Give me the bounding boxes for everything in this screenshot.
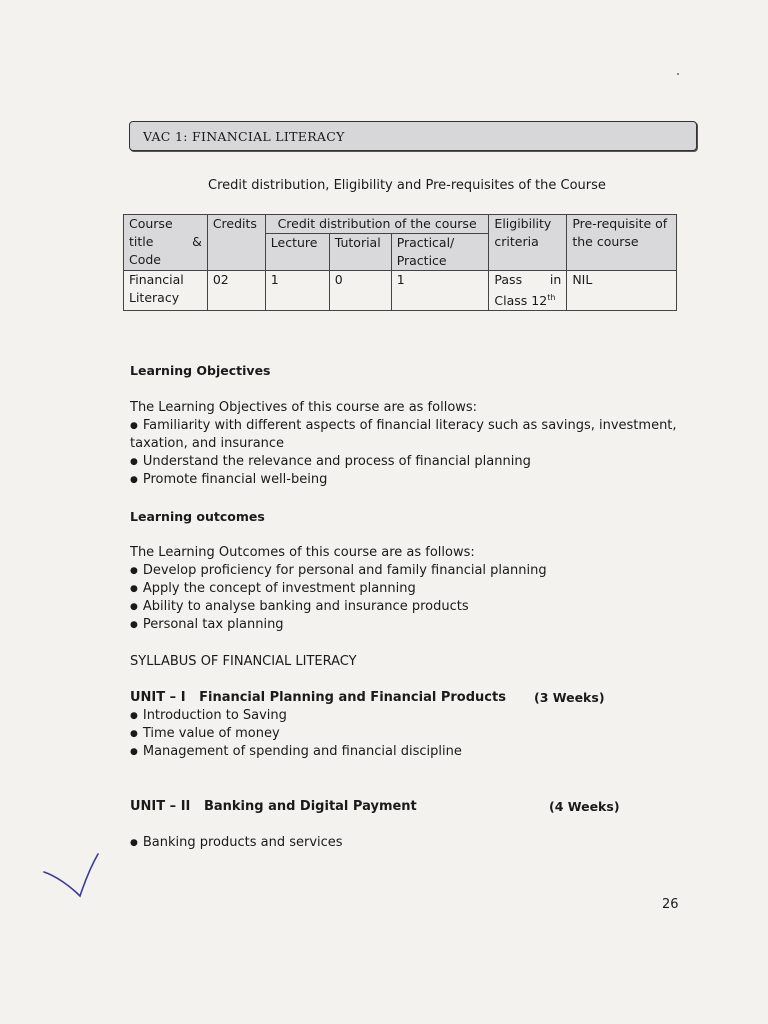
course-heading-box: [129, 121, 697, 151]
header-course-title: Course title & Code: [124, 215, 208, 271]
list-item: ● Ability to analyse banking and insurance products: [130, 599, 469, 614]
unit-1-weeks: (3 Weeks): [534, 690, 605, 705]
cell-tutorial: 0: [329, 271, 391, 311]
table-caption: Credit distribution, Eligibility and Pre-requisites of the Course: [208, 178, 606, 193]
outcomes-heading: Learning outcomes: [130, 509, 265, 524]
speck: [677, 73, 679, 75]
page-number: 26: [662, 897, 679, 912]
list-item-continued: taxation, and insurance: [130, 436, 285, 451]
objectives-heading: Learning Objectives: [130, 363, 271, 378]
header-credit-distribution: Credit distribution of the course: [265, 215, 489, 234]
cell-lecture: 1: [265, 271, 329, 311]
unit-1-title: Financial Planning and Financial Products: [199, 690, 506, 705]
list-item: ● Understand the relevance and process of financial planning: [130, 454, 531, 469]
header-lecture: Lecture: [265, 234, 329, 271]
list-item: ● Apply the concept of investment planning: [130, 581, 416, 596]
header-eligibility: Eligibility criteria: [489, 215, 567, 271]
list-item: ● Promote financial well-being: [130, 472, 327, 487]
list-item: ● Time value of money: [130, 726, 280, 741]
unit-2-label: UNIT – II: [130, 799, 191, 814]
header-prerequisite: Pre-requisite of the course: [567, 215, 677, 271]
unit-1-label: UNIT – I: [130, 690, 186, 705]
unit-2-title: Banking and Digital Payment: [203, 799, 417, 814]
list-item: ● Develop proficiency for personal and family financial planning: [130, 563, 547, 578]
objectives-intro: The Learning Objectives of this course are as follows:: [130, 400, 478, 415]
list-item: ● Banking products and services: [130, 835, 343, 850]
list-item: ● Personal tax planning: [130, 617, 284, 632]
credit-table: [123, 214, 677, 311]
unit-1-heading: [130, 690, 506, 705]
cell-course-title: Financial Literacy: [124, 271, 208, 311]
cell-credits: 02: [207, 271, 265, 311]
table-row: [124, 271, 677, 311]
unit-2-weeks: (4 Weeks): [549, 799, 620, 814]
cell-practical: 1: [391, 271, 489, 311]
handwritten-tick-mark: [40, 848, 110, 908]
cell-prerequisite: NIL: [567, 271, 677, 311]
list-item: ● Introduction to Saving: [130, 708, 287, 723]
header-credits: Credits: [207, 215, 265, 271]
outcomes-intro: The Learning Outcomes of this course are as follows:: [130, 545, 475, 560]
cell-eligibility: Pass in Class 12th: [489, 271, 567, 311]
course-heading: VAC 1: FINANCIAL LITERACY: [143, 129, 345, 144]
list-item: ● Management of spending and financial discipline: [130, 744, 462, 759]
header-practical: Practical/ Practice: [391, 234, 489, 271]
list-item: ● Familiarity with different aspects of financial literacy such as savings, investment,: [130, 418, 677, 433]
header-tutorial: Tutorial: [329, 234, 391, 271]
table-header-row: [124, 215, 677, 234]
unit-2-heading: [130, 799, 417, 814]
syllabus-title: SYLLABUS OF FINANCIAL LITERACY: [130, 654, 357, 669]
